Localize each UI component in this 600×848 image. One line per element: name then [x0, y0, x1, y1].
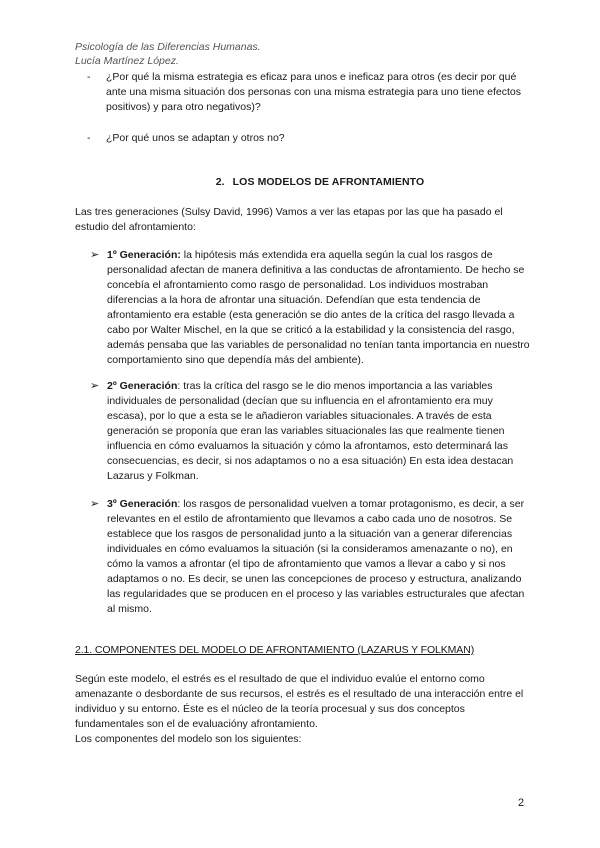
generation-label: 3º Generación	[107, 498, 178, 510]
generation-label: 1º Generación:	[107, 249, 181, 261]
generation-item	[90, 379, 530, 484]
question-text: ¿Por qué unos se adaptan y otros no?	[106, 132, 285, 144]
question-item	[87, 70, 527, 115]
generation-text	[107, 497, 530, 617]
components-intro: Los componentes del modelo son los siguientes:	[75, 733, 302, 745]
dash-bullet: -	[87, 132, 91, 144]
intro-paragraph: Las tres generaciones (Sulsy David, 1996) Vamos a ver las etapas por las que ha pasado el estudio del afrontamiento:	[75, 206, 503, 233]
header-author: Lucía Martínez López.	[75, 55, 179, 67]
section-number: 2.	[215, 176, 225, 188]
generation-label: 2º Generación	[107, 380, 178, 392]
arrow-bullet-icon: ➢	[90, 380, 100, 392]
question-item	[87, 131, 527, 146]
generation-item	[90, 248, 530, 368]
header-course: Psicología de las Diferencias Humanas.	[75, 41, 261, 53]
page-number: 2	[518, 797, 525, 809]
generation-body: : los rasgos de personalidad vuelven a tomar protagonismo, es decir, a ser relevantes en el estilo de afrontamiento que llevamos a cabo cada uno de nosotros. Se establece que los rasgos de personalidad junto a la situación van a generar diferencias individuales en cómo evaluamos la situación (si la consideramos amenazante o no), en cómo la vamos a afrontar (el tipo de afrontamiento que vamos a llevar a cabo y si nos adaptamos o no. Es decir, se unen las concepciones de proceso y estructura, analizando las regularidades que se producen en el proceso y las variables estructurales que afectan al mismo.	[107, 498, 525, 615]
generation-item	[90, 497, 530, 617]
generation-body: la hipótesis más extendida era aquella según la cual los rasgos de personalidad afectan de manera definitiva a las conductas de afrontamiento. De hecho se concebía el afrontamiento como rasgo de personalidad. Los individuos mostraban diferencias a la hora de afrontar una situación. Defendían que esta tendencia de afrontamiento era estable (esta generación se dio antes de la crítica del rasgo llevada a cabo por Walter Mischel, en la que se criticó a la estabilidad y la consistencia del rasgo, además pensaba que las variables de personalidad no tenían tanta importancia en nuestro comportamiento sino que dependía más del ambiente).	[107, 249, 530, 366]
arrow-bullet-icon: ➢	[90, 498, 100, 510]
closing-paragraph: Según este modelo, el estrés es el resultado de que el individuo evalúe el entorno como amenazante o desbordante de sus recursos, el estrés es el resultado de una interacción entre el individuo y su entorno. Éste es el núcleo de la teoría procesual y sus dos conceptos fundamentales son el de evaluacióny afrontamiento.	[75, 673, 524, 730]
dash-bullet: -	[87, 71, 91, 83]
arrow-bullet-icon: ➢	[90, 249, 100, 261]
generation-body: : tras la crítica del rasgo se le dio menos importancia a las variables individuales de personalidad (decían que su influencia en el afrontamiento era muy escasa), por lo que a esta se le añadieron variables situacionales. A través de esta generación se proponía que eran las variables situacionales las que realmente tienen influencia en cómo evaluamos la situación y cómo la afrontamos, esto determinará las consecuencias, es decir, si nos adaptamos o no a esa situación) En esta idea destacan Lazarus y Folkman.	[107, 380, 514, 482]
page-header	[75, 40, 261, 68]
generation-text	[107, 248, 530, 368]
generation-text	[107, 379, 530, 484]
section-heading	[0, 176, 600, 188]
section-title-text: LOS MODELOS DE AFRONTAMIENTO	[232, 176, 425, 188]
question-text: ¿Por qué la misma estrategia es eficaz para unos e ineficaz para otros (es decir por qué ante una misma situación dos personas con una misma estrategia para uno tiene efectos positivos) y para otro negativos)?	[106, 71, 521, 113]
subsection-heading: 2.1. COMPONENTES DEL MODELO DE AFRONTAMIENTO (LAZARUS Y FOLKMAN)	[75, 644, 475, 656]
